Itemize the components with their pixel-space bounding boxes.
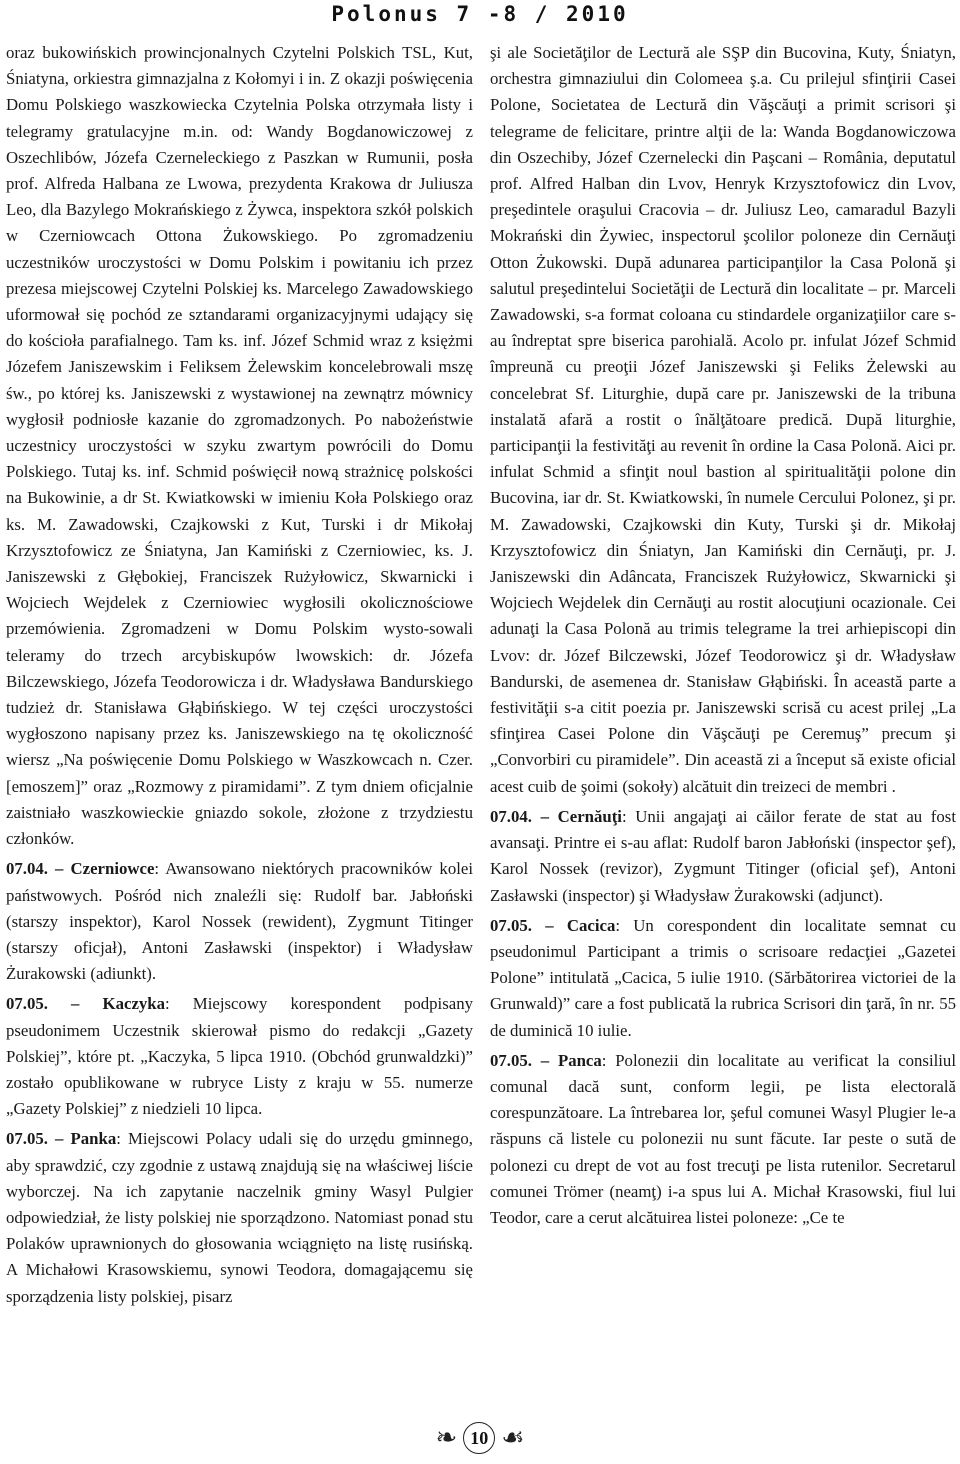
entry-cernauti xyxy=(490,804,956,909)
entry-panka xyxy=(6,1126,473,1309)
running-header: Polonus 7 -8 / 2010 xyxy=(331,2,629,26)
entry-czerniowce xyxy=(6,856,473,987)
entry-kaczyka xyxy=(6,991,473,1122)
entry-date: 07.05. – Panca xyxy=(490,1050,602,1070)
entry-text: : Un corespondent din localitate semnat cu pseudonimul Participant a trimis o scrisoare redacţiei „Gazetei Polone” intitulată „Cacica, 5 iulie 1910. (Sărbătorirea victoriei de la Grunwald)” care a fost publicată la rubrica Scrisori din ţară, în nr. 55 de duminică 10 iulie. xyxy=(490,915,956,1040)
page-number: 10 xyxy=(463,1422,495,1454)
polish-column xyxy=(6,40,473,1412)
entry-date: 07.05. – Cacica xyxy=(490,915,616,935)
entry-panca xyxy=(490,1048,956,1231)
entry-cacica xyxy=(490,913,956,1044)
romanian-column xyxy=(490,40,956,1412)
fleuron-left-icon: ❧ xyxy=(435,1423,458,1452)
paragraph-intro: şi ale Societăţilor de Lectură ale SŞP din Bucovina, Kuty, Śniatyn, orchestra gimnaziului din Colomeea ş.a. Cu prilejul sfinţirii Casei Polone, Societatea de Lectură din Văşcăuţi a primit scrisori şi telegrame de felicitare, printre alţii de la: Wanda Bogdanowiczowa din Oszechiby, Józef Czernelecki din Paşcani – România, deputatul prof. Alfred Halban din Lvov, Henryk Krzysztofowicz din Lvov, preşedintele oraşului Cracovia – dr. Juliusz Leo, camaradul Bazyli Mokrański din Żywiec, inspectorul şcolilor poloneze din Cernăuţi Otton Żukowski. După adunarea participanţilor la Casa Polonă şi salutul preşedintelui Societăţii de Lectură din localitate – pr. Marceli Zawadowski, s-a format coloana cu stindardele organizaţiilor care s-au îndreptat spre biserica parohială. Acolo pr. infulat Józef Schmid împreună cu preoţii Józef Janiszewski şi Feliks Żelewski au concelebrat Sf. Liturghie, după care pr. Janiszewski de la tribuna instalată afară a rostit o înălţătoare predică. După liturghie, participanţii la festivităţi au revenit în ordine la Casa Polonă. Aici pr. infulat Schmid a sfinţit noul bastion al spiritualităţii polone din Bucovina, iar dr. St. Kwiatkowski, în numele Cercului Polonez, şi pr. M. Zawadowski, Czajkowski din Kuty, Turski şi dr. Mikołaj Krzysztofowicz din Śniatyn, Jan Kamiński din Cernăuţi, pr. J. Janiszewski din Adâncata, Franciszek Rużyłowicz, Skwarnicki şi Wojciech Wejdelek din Cernăuţi au rostit alocuţiuni ocazionale. Cei adunaţi la Casa Polonă au trimis telegrame la trei arhiepiscopi din Lvov: dr. Józef Bilczewski, Józef Teodorowicz şi dr. Władysław Bandurski, de asemenea dr. Stanisław Głąbiński. În această parte a festivităţii s-a citit poezia pr. Janiszewski scrisă cu acest prilej „La sfinţirea Casei Polone din Văşcăuţi pe Ceremuş” precum şi „Convorbiri cu piramidele”. Din această zi a început să existe oficial acest cuib de şoimi (sokoły) alcătuit din treizeci de membri . xyxy=(490,43,956,796)
entry-date: 07.04. – Cernăuţi xyxy=(490,806,622,826)
entry-text: : Miejscowi Polacy udali się do urzędu gminnego, aby sprawdzić, czy zgodnie z ustawą znajdują się na właściwej liście wyborczej. Na ich zapytanie naczelnik gminy Wasyl Pulgier odpowiedział, że listy polskiej nie sporządzono. Natomiast ponad stu Polaków uprawnionych do głosowania wciągnięto na listę rusińską. A Michałowi Krasowskiemu, synowi Teodora, domagającemu się sporządzenia listy polskiej, pisarz xyxy=(6,1129,473,1306)
fleuron-right-icon: ☙ xyxy=(501,1423,525,1452)
entry-text: : Miejscowy korespondent podpisany pseudonimem Uczestnik skierował pismo do redakcji „Gazety Polskiej”, które pt. „Kaczyka, 5 lipca 1910. (Obchód grunwaldzki)” zostało opublikowane w rubryce Listy z kraju w 55. numerze „Gazety Polskiej” z niedzieli 10 lipca. xyxy=(6,994,473,1119)
entry-date: 07.05. – Kaczyka xyxy=(6,994,166,1014)
entry-text: : Awansowano niektórych pracowników kolei państwowych. Pośród nich znaleźli się: Rudolf bar. Jabłoński (starszy inspektor), Karol Nossek (rewident), Zygmunt Titinger (starszy oficjał), Antoni Zasławski (inspektor) i Władysław Żurakowski (adiunkt). xyxy=(6,859,473,984)
entry-date: 07.04. – Czerniowce xyxy=(6,859,155,879)
entry-text: : Polonezii din localitate au verificat la consiliul comunal dacă sunt, conform legii, pe lista electorală corespunzătoare. La întrebarea lor, şeful comunei Wasyl Plugier le-a răspuns că listele cu polonezii nu sunt făcute. Iar peste o sută de polonezi cu drept de vot au fost trecuţi pe lista rutenilor. Secretarul comunei Trömer (neamţ) i-a spus lui A. Michał Krasowski, fiul lui Teodor, care a cerut alcătuirea listei poloneze: „Ce te xyxy=(490,1050,956,1227)
page-footer xyxy=(0,1418,960,1458)
entry-date: 07.05. – Panka xyxy=(6,1129,117,1149)
entry-text: : Unii angajaţi ai căilor ferate de stat au fost avansaţi. Printre ei s-au aflat: Rudolf baron Jabłoński (inspector şef), Karol Nossek (revizor), Zygmunt Titinger (oficial şef), Antoni Zasławski (inspector) şi Władysław Żurakowski (adjunct). xyxy=(490,806,956,905)
paragraph-intro: oraz bukowińskich prowincjonalnych Czytelni Polskich TSL, Kut, Śniatyna, orkiestra gimnazjalna z Kołomyi i in. Z okazji poświęcenia Domu Polskiego waszkowiecka Czytelnia Polska otrzymała listy i telegramy gratulacyjne m.in. od: Wandy Bogdanowiczowej z Oszechlibów, Józefa Czerneleckiego z Paszkan w Rumunii, posła prof. Alfreda Halbana ze Lwowa, prezydenta Krakowa dr Juliusza Leo, dla Bazylego Mokrańskiego z Żywca, inspektora szkół polskich w Czerniowcach Ottona Żukowskiego. Po zgromadzeniu uczestników uroczystości w Domu Polskim i powitaniu ich przez prezesa miejscowej Czytelni Polskiej ks. Marcelego Zawadowskiego uformował się pochód ze sztandarami organizacyjnymi udający się do kościoła parafialnego. Tam ks. inf. Józef Schmid wraz z księżmi Józefem Janiszewskim i Feliksem Żelewskim koncelebrowali mszę św., po której ks. Janiszewski z wystawionej na zewnątrz mównicy wygłosił podniosłe kazanie do zgromadzonych. Po nabożeństwie uczestnicy uroczystości w szyku zwartym powrócili do Domu Polskiego. Tutaj ks. inf. Schmid poświęcił nową strażnicę polskości na Bukowinie, a dr St. Kwiatkowski w imieniu Koła Polskiego oraz ks. M. Zawadowski, Czajkowski z Kut, Turski i dr Mikołaj Krzysztofowicz ze Śniatyna, Jan Kamiński z Czerniowiec, ks. J. Janiszewski z Głębokiej, Franciszek Rużyłowicz, Skwarnicki i Wojciech Wejdelek z Czerniowiec wygłosili okolicznościowe przemówienia. Zgromadzeni w Domu Polskim wysto-sowali teleramy do trzech arcybiskupów lwowskich: dr. Józefa Bilczewskiego, Józefa Teodorowicza i dr. Władysława Bandurskiego tudzież dr. Stanisława Głąbińskiego. W tej części uroczystości wygłoszono napisany przez ks. Janiszewskiego na tę okoliczność wiersz „Na poświęcenie Domu Polskiego w Waszkowcach n. Czer. [emoszem]” oraz „Rozmowy z piramidami”. Z tym dniem oficjalnie zaistniało waszkowieckie gniazdo sokole, złożone z trzydziestu członków. xyxy=(6,43,473,849)
